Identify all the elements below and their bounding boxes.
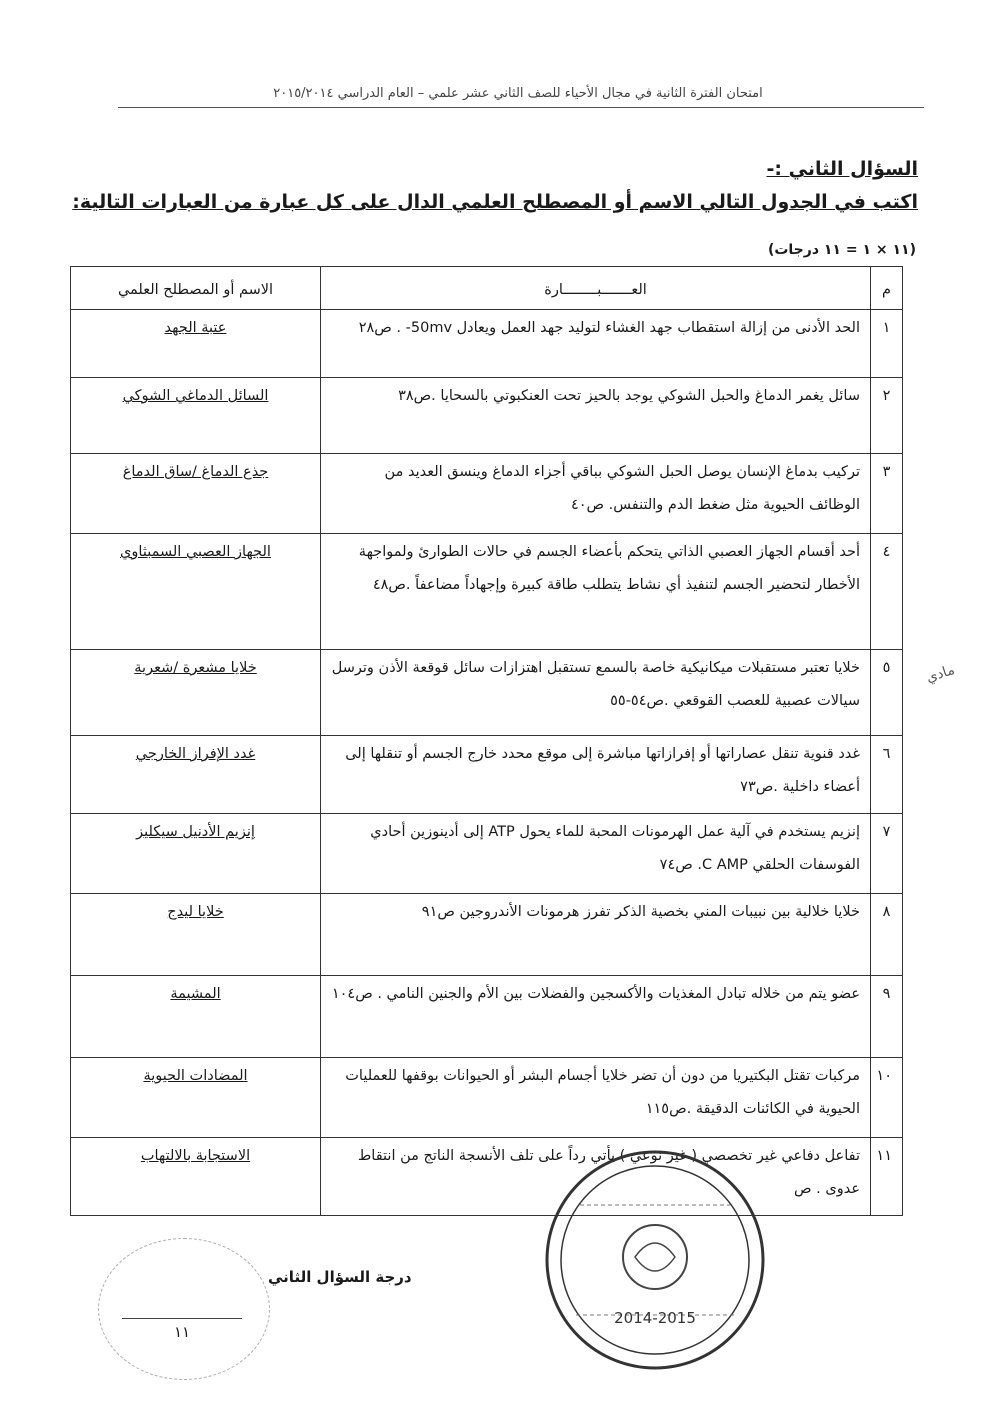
row-number: ٣ <box>871 454 903 534</box>
row-statement: مركبات تقتل البكتيريا من دون أن تضر خلايا أجسام البشر أو الحيوانات بوقفها للعمليات الحيوية في الكائنات الدقيقة .ص١١٥ <box>321 1058 871 1138</box>
row-number: ١١ <box>871 1138 903 1216</box>
row-term: الاستجابة بالالتهاب <box>140 1148 251 1164</box>
question-title: السؤال الثاني :- <box>766 158 918 180</box>
score-divider <box>122 1318 242 1319</box>
question-marks: (١١ × ١ = ١١ درجات) <box>767 242 916 258</box>
row-number: ٢ <box>871 378 903 454</box>
row-term: عتبة الجهد <box>164 320 227 336</box>
table-row <box>71 976 903 1058</box>
row-term: خلايا مشعرة /شعرية <box>134 660 257 676</box>
exam-header: امتحان الفترة الثانية في مجال الأحياء للصف الثاني عشر علمي – العام الدراسي ٢٠١٥/٢٠١٤ <box>273 86 763 101</box>
row-term: السائل الدماغي الشوكي <box>122 388 269 404</box>
table-row <box>71 814 903 894</box>
row-number: ٧ <box>871 814 903 894</box>
margin-handwritten-note: مادي <box>924 661 957 687</box>
row-term: المشيمة <box>170 986 221 1002</box>
score-label: درجة السؤال الثاني <box>268 1268 412 1286</box>
table-row <box>71 1138 903 1216</box>
row-number: ١٠ <box>871 1058 903 1138</box>
row-term: الجهاز العصبي السمبثاوي <box>120 544 271 560</box>
row-statement: خلايا تعتبر مستقبلات ميكانيكية خاصة بالسمع تستقبل اهتزازات سائل قوقعة الأذن وترسل سيالات عصبية للعصب القوقعي .ص٥٤-٥٥ <box>321 650 871 736</box>
row-term: المضادات الحيوية <box>143 1068 248 1084</box>
row-number: ٦ <box>871 736 903 814</box>
row-number: ٨ <box>871 894 903 976</box>
row-statement: تفاعل دفاعي غير تخصصي ( غير نوعي ) يأتي رداً على تلف الأنسجة الناتج من انتقاط عدوى . ص <box>321 1138 871 1216</box>
table-row <box>71 534 903 650</box>
table-row <box>71 1058 903 1138</box>
table-row <box>71 454 903 534</box>
header-divider <box>118 107 924 108</box>
row-term: غدد الإفراز الخارجي <box>135 746 256 762</box>
official-stamp <box>540 1145 770 1375</box>
terms-table <box>70 266 903 1216</box>
row-number: ١ <box>871 310 903 378</box>
row-number: ٤ <box>871 534 903 650</box>
row-statement: الحد الأدنى من إزالة استقطاب جهد الغشاء لتوليد جهد العمل ويعادل ‎-50mv‏ . ص٢٨ <box>321 310 871 378</box>
stamp-outer-ring <box>547 1152 763 1368</box>
row-number: ٥ <box>871 650 903 736</box>
row-statement: أحد أقسام الجهاز العصبي الذاتي يتحكم بأعضاء الجسم في حالات الطوارئ ولمواجهة الأخطار لتحضير الجسم لتنفيذ أي نشاط يتطلب طاقة كبيرة وإجهاداً مضاعفاً .ص٤٨ <box>321 534 871 650</box>
row-term: إنزيم الأدنيل سيكليز <box>136 824 255 840</box>
table-row <box>71 650 903 736</box>
row-term: خلايا ليدج <box>167 904 224 920</box>
stamp-emblem-icon <box>623 1225 687 1289</box>
row-statement: غدد قنوية تنقل عصاراتها أو إفرازاتها مباشرة إلى موقع محدد خارج الجسم أو تنقلها إلى أعضاء داخلية .ص٧٣ <box>321 736 871 814</box>
question-instruction: اكتب في الجدول التالي الاسم أو المصطلح العلمي الدال على كل عبارة من العبارات التالية: <box>72 191 918 213</box>
table-header-row <box>71 267 903 310</box>
score-value: ١١ <box>173 1323 191 1341</box>
row-statement: تركيب بدماغ الإنسان يوصل الحبل الشوكي بباقي أجزاء الدماغ وينسق العديد من الوظائف الحيوية مثل ضغط الدم والتنفس. ص٤٠ <box>321 454 871 534</box>
table-row <box>71 310 903 378</box>
stamp-emblem-detail <box>635 1243 675 1271</box>
row-term: جذع الدماغ /ساق الدماغ <box>122 464 269 480</box>
header-statement: العـــــــبــــــــارة <box>321 267 871 310</box>
row-statement: إنزيم يستخدم في آلية عمل الهرمونات المحبة للماء يحول ATP إلى أدينوزين أحادي الفوسفات الحلقي C AMP. ص٧٤ <box>321 814 871 894</box>
table-row <box>71 894 903 976</box>
row-statement: عضو يتم من خلاله تبادل المغذيات والأكسجين والفضلات بين الأم والجنين النامي . ص١٠٤ <box>321 976 871 1058</box>
stamp-year: 2014-2015 <box>614 1309 696 1327</box>
table-row <box>71 378 903 454</box>
header-num: م <box>871 267 903 310</box>
table-row <box>71 736 903 814</box>
row-statement: خلايا خلالية بين نبيبات المني بخصية الذكر تفرز هرمونات الأندروجين ص٩١ <box>321 894 871 976</box>
row-statement: سائل يغمر الدماغ والحبل الشوكي يوجد بالحيز تحت العنكبوتي بالسحايا .ص٣٨ <box>321 378 871 454</box>
score-box-outline <box>98 1238 270 1380</box>
header-term: الاسم أو المصطلح العلمي <box>71 267 321 310</box>
row-number: ٩ <box>871 976 903 1058</box>
